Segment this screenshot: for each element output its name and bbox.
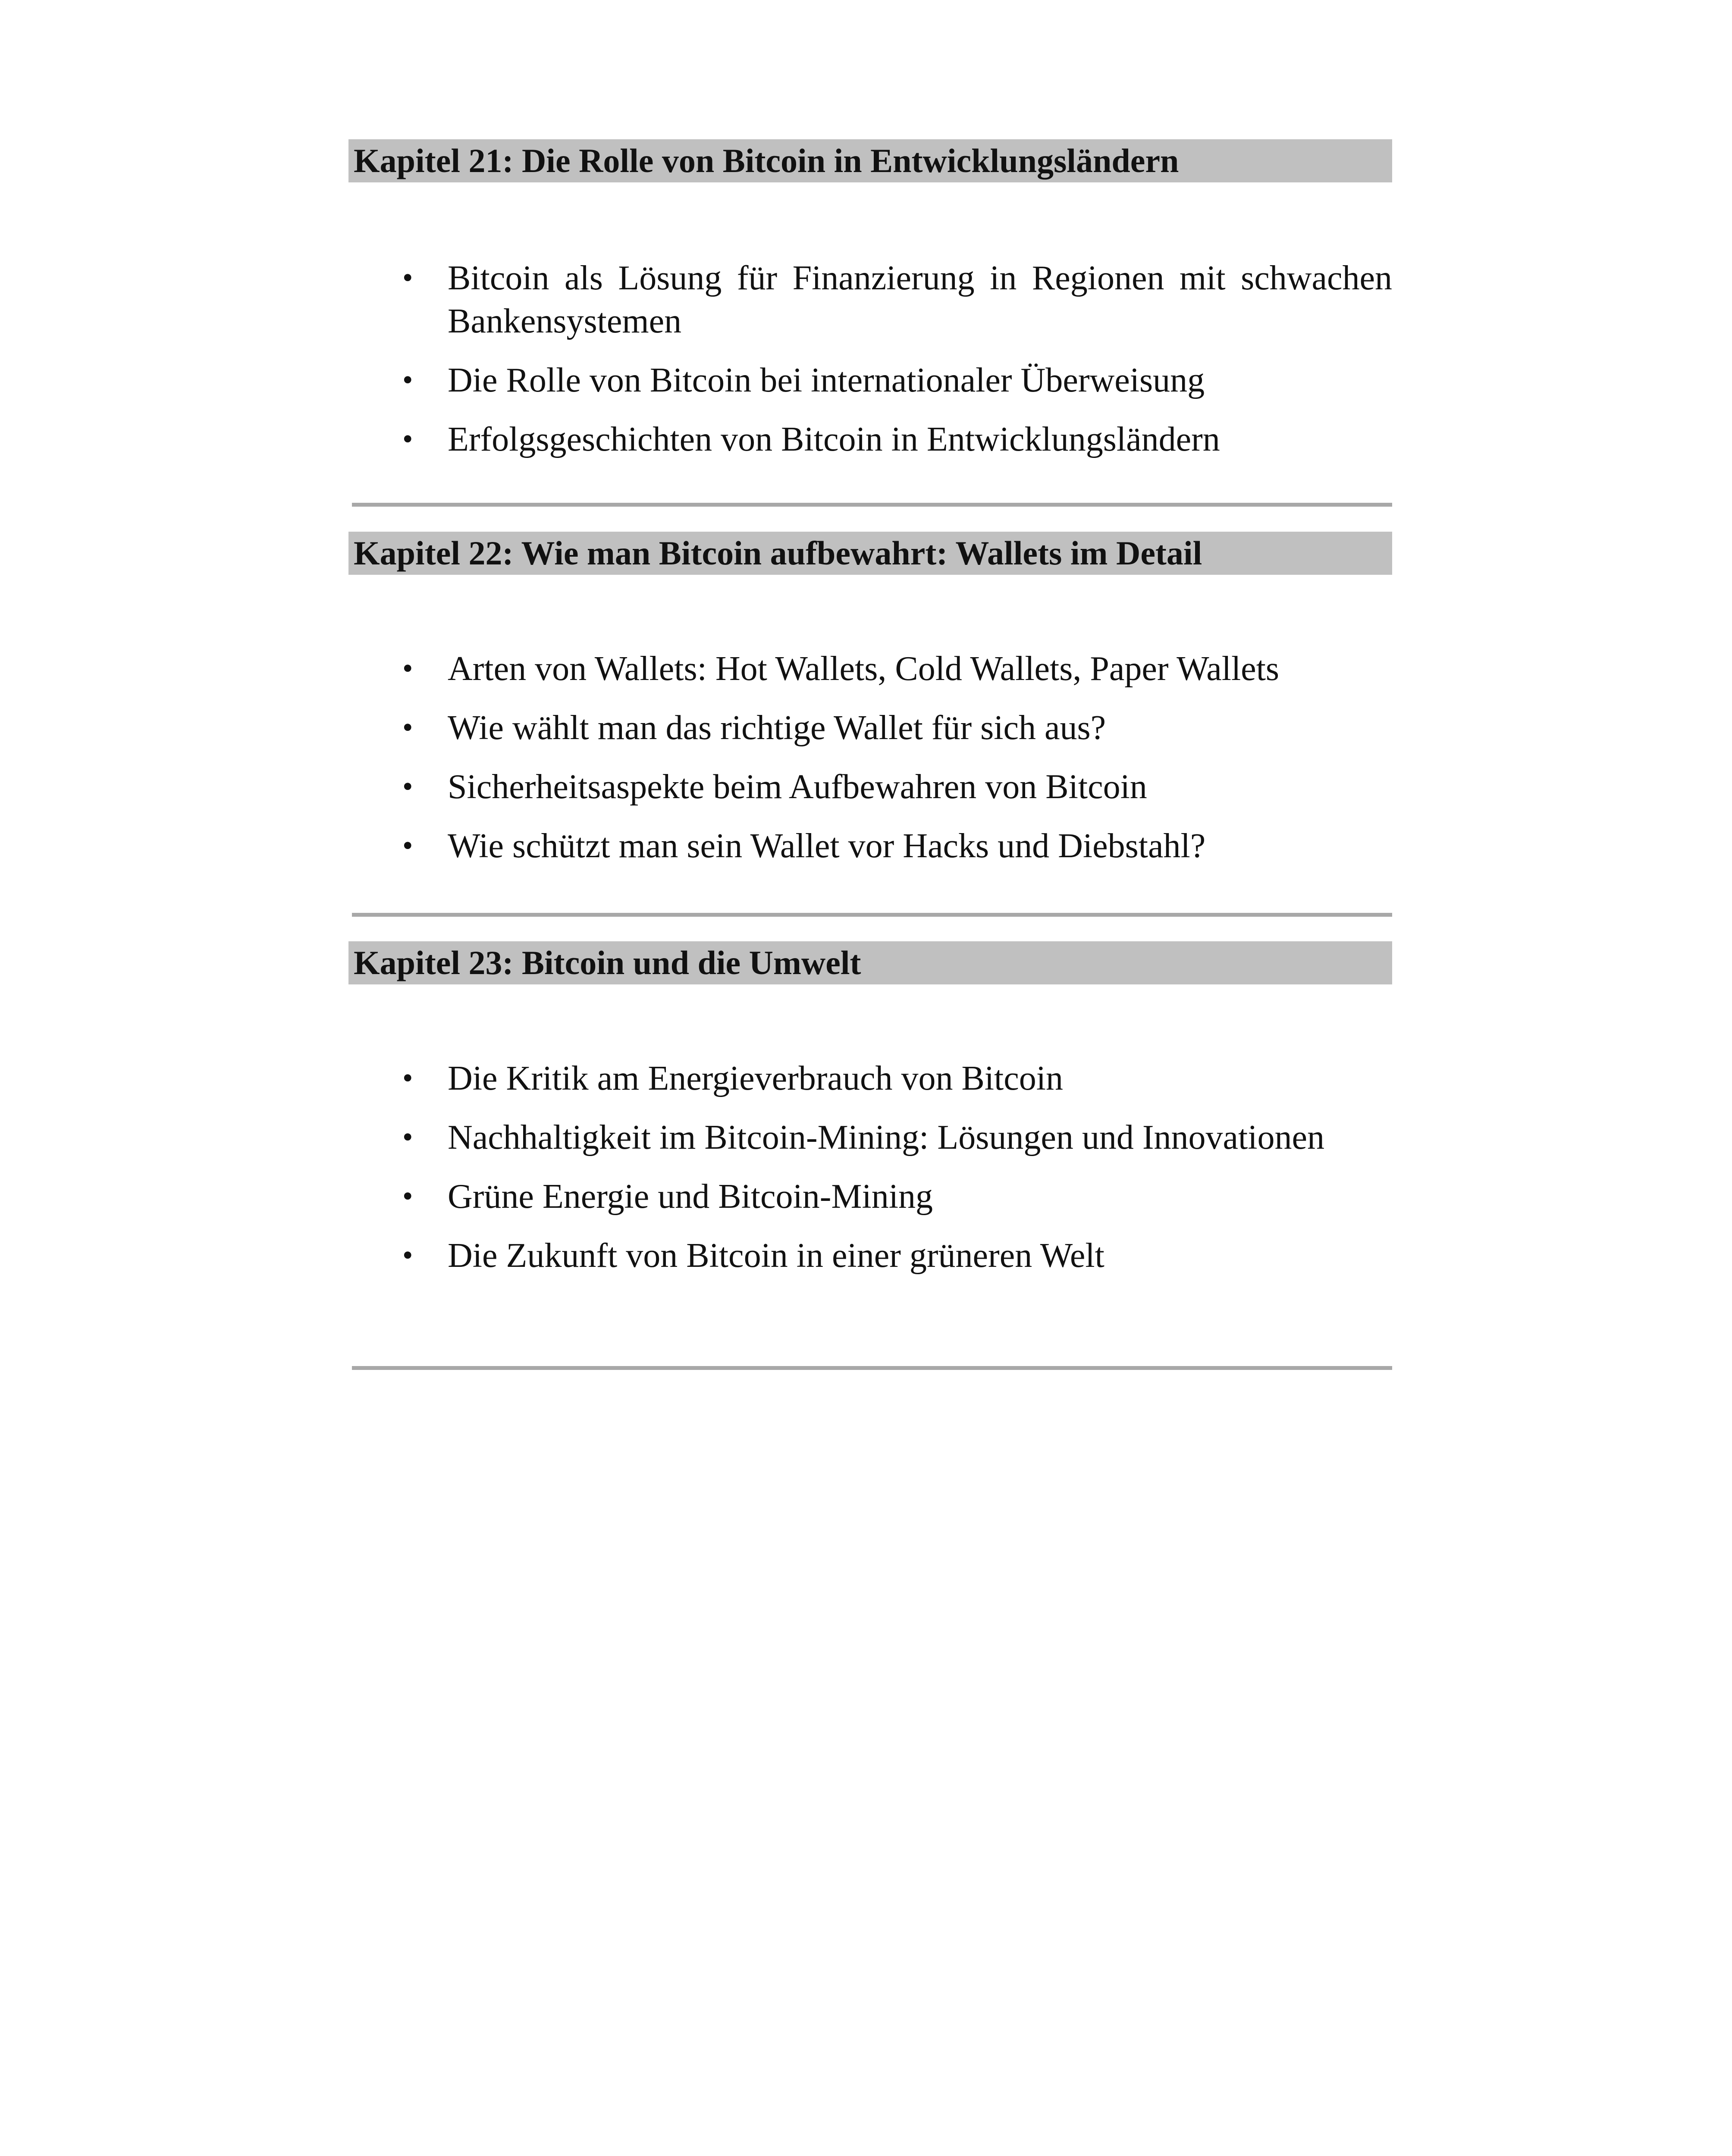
bullet-icon: • <box>402 1239 413 1272</box>
list-item-text: Grüne Energie und Bitcoin-Mining <box>448 1178 933 1216</box>
list-item <box>348 765 1392 808</box>
bullet-icon: • <box>402 1062 413 1095</box>
bullet-icon: • <box>402 652 413 685</box>
list-item-text: Arten von Wallets: Hot Wallets, Cold Wallets, Paper Wallets <box>448 650 1280 688</box>
list-item-text: Sicherheitsaspekte beim Aufbewahren von Bitcoin <box>448 768 1147 806</box>
chapter-21 <box>348 139 1392 458</box>
chapter-heading: Kapitel 23: Bitcoin und die Umwelt <box>348 941 1392 984</box>
bullet-icon: • <box>402 1180 413 1213</box>
bullet-icon: • <box>402 770 413 803</box>
list-item-text: Bitcoin als Lösung für Finanzierung in Regionen mit schwachen Bankensystemen <box>448 259 1392 340</box>
list-item <box>348 706 1392 749</box>
list-item-text: Nachhaltigkeit im Bitcoin-Mining: Lösungen und Innovationen <box>448 1119 1325 1156</box>
bullet-icon: • <box>402 261 413 295</box>
list-item-text: Die Zukunft von Bitcoin in einer grüneren Welt <box>448 1237 1104 1275</box>
list-item-text: Die Rolle von Bitcoin bei internationaler Überweisung <box>448 361 1205 399</box>
bullet-icon: • <box>402 423 413 456</box>
list-item-text: Die Kritik am Energieverbrauch von Bitcoin <box>448 1059 1063 1097</box>
section-divider <box>352 503 1392 507</box>
list-item <box>348 1234 1392 1277</box>
chapter-23 <box>348 941 1392 1275</box>
bullet-icon: • <box>402 1121 413 1154</box>
section-divider <box>352 1366 1392 1370</box>
list-item-text: Wie schützt man sein Wallet vor Hacks und Diebstahl? <box>448 827 1206 865</box>
list-item <box>348 1116 1392 1159</box>
chapter-heading: Kapitel 21: Die Rolle von Bitcoin in Entwicklungsländern <box>348 139 1392 182</box>
bullet-list <box>348 1057 1392 1293</box>
list-item <box>348 257 1392 343</box>
chapter-22 <box>348 532 1392 865</box>
list-item <box>348 418 1392 461</box>
list-item <box>348 1175 1392 1218</box>
list-item-text: Erfolgsgeschichten von Bitcoin in Entwicklungsländern <box>448 420 1220 458</box>
chapter-heading: Kapitel 22: Wie man Bitcoin aufbewahrt: Wallets im Detail <box>348 532 1392 575</box>
list-item <box>348 359 1392 402</box>
list-item <box>348 1057 1392 1100</box>
bullet-list <box>348 257 1392 477</box>
bullet-icon: • <box>402 364 413 397</box>
bullet-list <box>348 647 1392 884</box>
list-item <box>348 647 1392 690</box>
bullet-icon: • <box>402 711 413 744</box>
list-item <box>348 824 1392 868</box>
list-item-text: Wie wählt man das richtige Wallet für sich aus? <box>448 709 1106 747</box>
bullet-icon: • <box>402 829 413 862</box>
section-divider <box>352 913 1392 917</box>
